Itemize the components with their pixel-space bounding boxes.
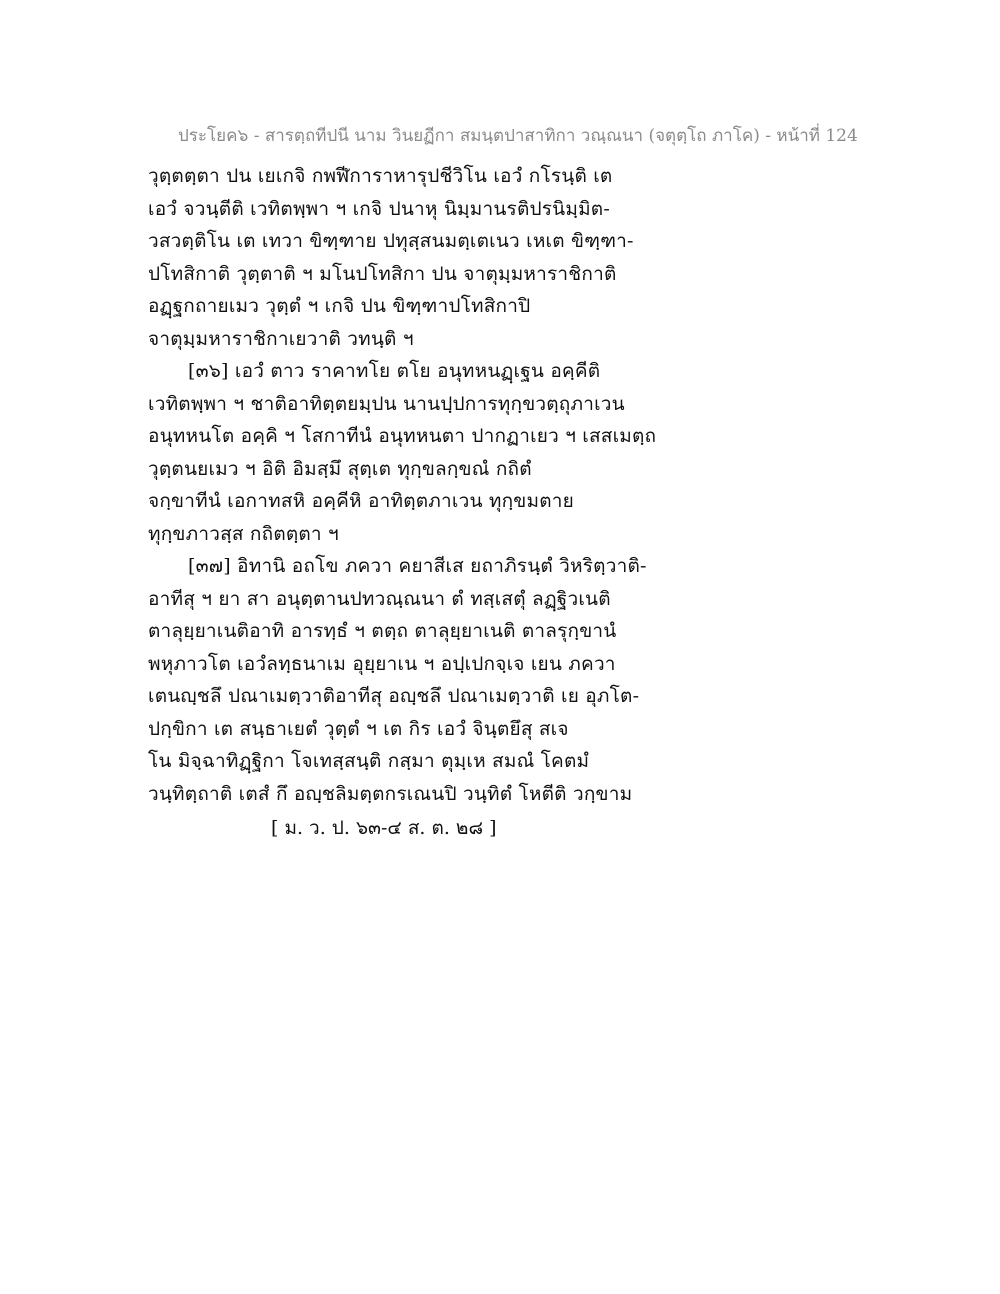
paragraph-36-start: [๓๖] เอวํ ตาว ราคาทโย ตโย อนุทหนฏฺเฐน อคฺคีติ <box>188 360 601 382</box>
text-line: โน มิจฺฉาทิฏฺฐิกา โจเทสฺสนฺติ กสฺมา ตุมฺเห สมณํ โคตมํ <box>148 750 590 772</box>
paragraph-37-start: [๓๗] อิทานิ อถโข ภควา คยาสีเส ยถาภิรนฺตํ วิหริตฺวาติ- <box>188 555 647 577</box>
text-line: จกฺขาทีนํ เอกาทสหิ อคฺคีหิ อาทิตฺตภาเวน ทุกฺขมตาย <box>148 490 574 512</box>
document-body <box>148 160 688 845</box>
text-line: เวทิตพฺพา ฯ ชาติอาทิตฺตยมฺปน นานปฺปการทุกฺขวตฺถุภาเวน <box>148 392 625 415</box>
text-line: อนุทหนโต อคฺคิ ฯ โสกาทีนํ อนุทหนตา ปากฏาเยว ฯ เสสเมตฺถ <box>148 425 657 447</box>
text-line: วสวตฺติโน เต เทวา ขิฑฺฑาย ปทุสฺสนมตฺเตเนว เหเต ขิฑฺฑา- <box>148 230 634 252</box>
text-line: วนฺทิตฺถาติ เตสํ กึ อญฺชลิมตฺตกรเณนปิ วนฺทิตํ โหตีติ วกฺขาม <box>148 782 633 805</box>
text-line: วุตฺตนยเมว ฯ อิติ อิมสฺมึ สุตฺเต ทุกฺขลกฺขณํ กถิตํ <box>148 457 532 480</box>
text-line: ทุกฺขภาวสฺส กถิตตฺตา ฯ <box>148 522 339 545</box>
text-line: ปโทสิกาติ วุตฺตาติ ฯ มโนปโทสิกา ปน จาตุมฺมหาราชิกาติ <box>148 262 617 285</box>
text-line: อาทีสุ ฯ ยา สา อนุตฺตานปทวณฺณนา ตํ ทสฺเสตุํ ลฏฺฐิวเนติ <box>148 587 611 610</box>
text-line: ตาลุยฺยาเนติอาทิ อารทฺธํ ฯ ตตฺถ ตาลุยฺยาเนติ ตาลรุกฺขานํ <box>148 620 617 642</box>
text-line: อฏฺฐกถายเมว วุตฺตํ ฯ เกจิ ปน ขิฑฺฑาปโทสิกาปิ <box>148 295 531 317</box>
text-line: พหุภาวโต เอวํลทฺธนาเม อุยฺยาเน ฯ อปฺเปกจฺเจ เยน ภควา <box>148 652 616 675</box>
text-line: เตนญฺชลึ ปณาเมตฺวาติอาทีสุ อญฺชลึ ปณาเมตฺวาติ เย อุภโต- <box>148 685 640 707</box>
page-reference: [ ม. ว. ป. ๖๓-๔ ส. ต. ๒๘ ] <box>271 817 497 839</box>
text-line: เอวํ จวนฺตีติ เวทิตพฺพา ฯ เกจิ ปนาหุ นิมฺมานรติปรนิมฺมิต- <box>148 197 610 220</box>
text-line: ปกฺขิกา เต สนฺธาเยตํ วุตฺตํ ฯ เต กิร เอวํ จินฺตยึสุ สเจ <box>148 717 569 740</box>
text-line: วุตฺตตฺตา ปน เยเกจิ กพฬีการาหารุปชีวิโน เอวํ กโรนฺติ เต <box>148 165 613 187</box>
text-line: จาตุมฺมหาราชิกาเยวาติ วทนฺติ ฯ <box>148 327 414 350</box>
page-header: ประโยค๖ - สารตฺถทีปนี นาม วินยฏีกา สมนฺตปาสาทิกา วณฺณนา (จตุตฺโถ ภาโค) - หน้าที่ 124 <box>178 126 858 146</box>
